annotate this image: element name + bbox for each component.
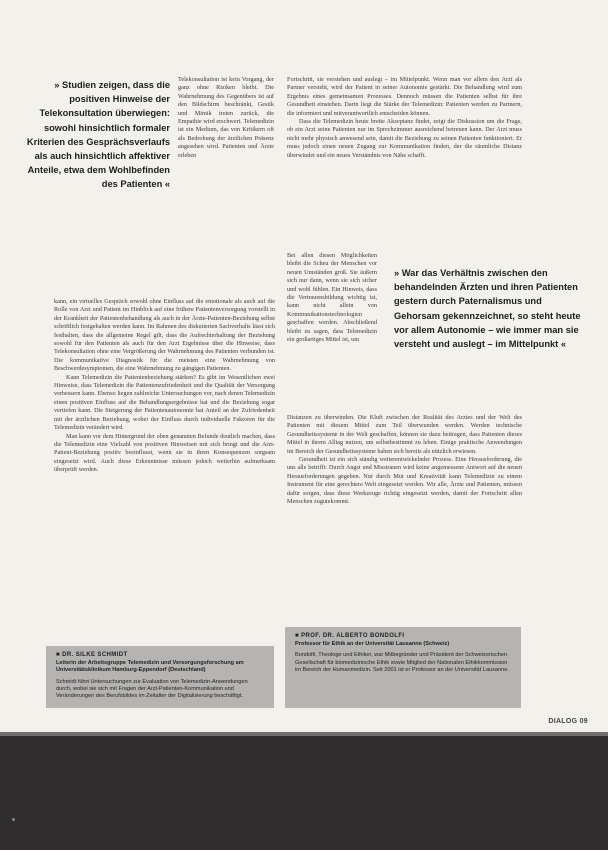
- column-a-top-text: Telekonsultation ist kein Vorgang, der ganz ohne Risiken bleibt. Die Wahrnehmung des Gegenübers ist auf den Bildschirm beschränkt, Gestik und Mimik treten zurück, die Empathie wird erschwert. Telemedizin ist ein Medium, das von Kritikern oft als Bedrohung der ärztlichen Präsenz angesehen wird. Patienten und Ärzte erleben: [178, 76, 274, 159]
- column-a-top: [178, 76, 274, 160]
- column-a-main-text: kann, ein virtuelles Gespräch sowohl ohne Einfluss auf die emotionale als auch auf die Rolle von Arzt und Patient im Hinblick auf eine frühere Patientenversorgung vorstellt in der Krankheit der Patientenbehandlung als auch in der Ärzte-Patienten-Beziehung selbst schriftlich festgehalten werden kann. Im Rahmen des diskutierten Sachverhalts lässt sich festhalten, dass die allgemeine Regel gilt, dass die Aufrechterhaltung der Beziehung sowohl für den Patienten als auch für den Arzt Ergebnisse über die Hinweise, dass Telekonsultation ohne eine Vergrößerung der Wahrnehmung des Patienten verbunden ist. Die kommunikative Diagnostik für die meisten eine Wahrnehmung von Beschwerdesymptomen, die eine Wahrnehmung zu gängigen Patienten.: [54, 298, 275, 373]
- column-a-paragraph-2: Kann Telemedizin die Patientenbeziehung stärken? Es gibt im Wesentlichen zwei Hinweise, dass Telemedizin die Patientenzufriedenheit und die Qualität der Versorgung verbessern kann. Ebenso liegen zahlreiche Untersuchungen vor, nach denen Telemedizin einen positiven Einfluss auf die Behandlungsergebnisse hat und die Beziehung sogar vertiefen kann. Die Steigerung der Patientenautonomie hat Anteil an der Zufriedenheit mit der ärztlichen Beziehung, wobei der Einfluss durch individuelle Faktoren für die Telemedizin verändert wird.: [54, 373, 275, 432]
- bio-left-name: ■ DR. SILKE SCHMIDT: [56, 652, 128, 658]
- pullquote-right: » War das Verhältnis zwischen den behandelnden Ärzten und ihren Patienten gestern durch Paternalismus und Gehorsam gekennzeichnet, so steht heute vor allem Autonomie – wie immer man sie versteht und auslegt – im Mittelpunkt «: [394, 268, 581, 350]
- column-b-top: [287, 76, 522, 160]
- bio-box-right: [285, 627, 521, 708]
- bio-right-desc: Bondolfi, Theologe und Ethiker, war Mitbegründer und Präsident der Schweizerischen Gesellschaft für biomedizinische Ethik sowie Mitglied der Nationalen Ethikkommission im Bereich der Humanmedizin. Seit 2001 ist er Professor an der Universität Lausanne.: [295, 652, 509, 673]
- bio-right-role: Professor für Ethik an der Universität Lausanne (Schweiz): [295, 641, 450, 648]
- bio-box-left: [46, 646, 274, 708]
- column-b-narrow-text: Bei allen diesen Möglichkeiten bleibt die Scheu der Menschen vor neuen Umständen groß. Sie äußern sich nur dann, wenn sie sich sicher und wohl fühlen. Ein Hinweis, dass die Vertrauensbildung wichtig ist, kann nicht allein von Kommunikationstechnologien geschaffen werden. Abschließend bleibt zu sagen, dass Telemedizin ein großartiges Mittel ist, um: [287, 252, 377, 344]
- page-number: DIALOG 09: [548, 718, 588, 725]
- column-b-full: [287, 414, 522, 506]
- column-b-narrow: [287, 252, 377, 344]
- column-b-full-text: Distanzen zu überwinden. Die Kluft zwischen der Realität des Arztes und der Welt des Patienten mit diesem Mittel zum Teil überwunden werden. Werden technische Gesundheitssysteme in der Welt geschaffen, können sie dazu beitragen, dass Patienten dieses Mittel in ihrem Alltag nutzen, um selbstbestimmt zu leben. Einige praktische Anwendungen im Bereich der Gesundheitssysteme haben sich bereits als nützlich erwiesen.: [287, 414, 522, 455]
- pullquote-left: » Studien zeigen, dass die positiven Hinweise der Telekonsultation überwiegen: sowohl hinsichtlich formaler Kriterien des Gesprächsverlaufs als auch hinsichtlich affektiver Anteile, etwa dem Wohlbefinden des Patienten «: [26, 80, 170, 190]
- column-a-paragraph-3: Man kann vor dem Hintergrund der oben genannten Befunde deutlich machen, dass die Telemedizin eine Vielzahl von positiven Hinweisen mit sich bringt und die Arzt-Patient-Beziehung positiv beeinflusst, wenn sie in ihren Konsequenzen sorgsam eingesetzt wird. Auch diese Erkenntnisse müssen jedoch weiterhin aufmerksam überprüft werden.: [54, 432, 275, 474]
- column-b-paragraph-4: Gesundheit ist ein sich ständig weiterentwickelnder Prozess. Eine Herausforderung, die uns alle betrifft: Durch Angst und Misstrauen wird keine angemessene Antwort auf die neuen Herausforderungen gegeben. Nur durch Mut und Kreativität kann Telemedizin zu einem Instrument für eine gerechtere Welt eingesetzt werden. Wir alle, Ärzte und Patienten, müssen dafür sorgen, dass diese Werkzeuge richtig eingesetzt werden, damit der Fortschritt allen Menschen zugutekommt.: [287, 456, 522, 506]
- column-b-paragraph-2: Dass die Telemedizin heute breite Akzeptanz findet, zeigt die Diskussion um die Frage, ob ein Arzt seine Patienten nur im Sprechzimmer ausreichend betreuen kann. Der Arzt muss nicht mehr physisch anwesend sein, damit die Beziehung zu seinen Patienten funktioniert. Er muss jedoch einen neuen Zugang zur Kommunikation finden, der die räumliche Distanz überwindet und ein neues Verständnis von Nähe schafft.: [287, 118, 522, 159]
- scan-marker: [12, 818, 15, 821]
- bio-left-desc: Schmidt führt Untersuchungen zur Evaluation von Telemedizin-Anwendungen durch, wobei sie sich mit Fragen der Arzt-Patienten-Kommunikation und Veränderungen des Berufsbildes im Zeitalter der Digitalisierung beschäftigt.: [56, 678, 248, 700]
- dark-footer-band: [0, 736, 608, 850]
- column-b-top-text: Fortschritt, sie verstehen und auslegt – im Mittelpunkt. Wenn man vor allem den Arzt als Partner versteht, wird der Patient in seiner Autonomie gestärkt. Die Behandlung wird zum Ergebnis eines gemeinsamen Prozesses. Dennoch müssen die Patienten selbst für ihre Gesundheit einstehen. Darin liegt die Stärke der Telemedizin: Patienten werden zu Partnern, die informiert und mitverantwortlich entscheiden können.: [287, 76, 522, 117]
- bio-left-role: Leiterin der Arbeitsgruppe Telemedizin und Versorgungsforschung am Universitätsklinikum Hamburg-Eppendorf (Deutschland): [56, 660, 244, 674]
- bio-right-name: ■ PROF. DR. ALBERTO BONDOLFI: [295, 633, 405, 639]
- column-a-main: [54, 298, 275, 475]
